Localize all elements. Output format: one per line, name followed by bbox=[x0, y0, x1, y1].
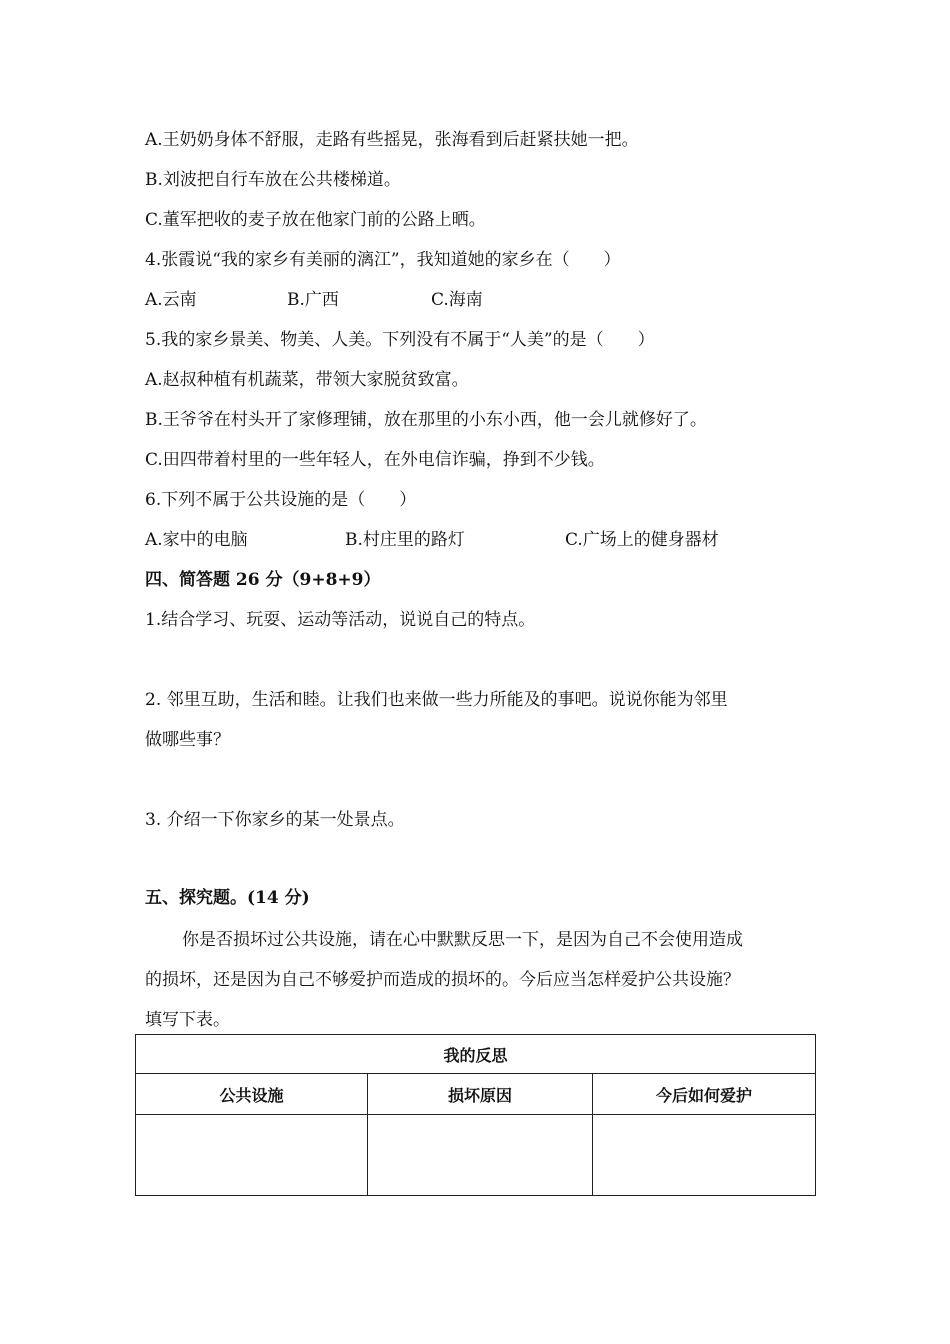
section5-heading: 五、探究题。(14 分) bbox=[145, 888, 310, 908]
section5-para-line3: 填写下表。 bbox=[145, 1010, 230, 1030]
q4-option-c: C.海南 bbox=[431, 290, 483, 310]
q6-option-b: B.村庄里的路灯 bbox=[345, 530, 465, 550]
section4-q3: 3. 介绍一下你家乡的某一处景点。 bbox=[145, 810, 405, 830]
q6-option-c: C.广场上的健身器材 bbox=[565, 530, 719, 550]
q5-option-a: A.赵叔种植有机蔬菜，带领大家脱贫致富。 bbox=[145, 370, 469, 390]
section5-para-line1: 你是否损坏过公共设施，请在心中默默反思一下，是因为自己不会使用造成 bbox=[182, 930, 743, 950]
reflection-table bbox=[135, 1034, 816, 1196]
section4-heading: 四、简答题 26 分（9+8+9） bbox=[145, 570, 381, 590]
table-cell-care[interactable] bbox=[593, 1115, 816, 1196]
section4-q2-line2: 做哪些事？ bbox=[145, 730, 230, 750]
q3-option-b: B.刘波把自行车放在公共楼梯道。 bbox=[145, 170, 401, 190]
table-cell-facility[interactable] bbox=[136, 1115, 368, 1196]
q5-option-b: B.王爷爷在村头开了家修理铺，放在那里的小东小西，他一会儿就修好了。 bbox=[145, 410, 707, 430]
section4-q1: 1.结合学习、玩耍、运动等活动，说说自己的特点。 bbox=[145, 610, 536, 630]
q4-question: 4.张霞说“我的家乡有美丽的漓江”，我知道她的家乡在（ ） bbox=[145, 250, 621, 270]
table-header-care: 今后如何爱护 bbox=[593, 1074, 816, 1115]
q6-option-a: A.家中的电脑 bbox=[145, 530, 248, 550]
table-header-reason: 损坏原因 bbox=[368, 1074, 593, 1115]
q3-option-a: A.王奶奶身体不舒服，走路有些摇晃，张海看到后赶紧扶她一把。 bbox=[145, 130, 639, 150]
q3-option-c: C.董军把收的麦子放在他家门前的公路上晒。 bbox=[145, 210, 486, 230]
q6-question: 6.下列不属于公共设施的是（ ） bbox=[145, 490, 417, 510]
table-header-facility: 公共设施 bbox=[136, 1074, 368, 1115]
q5-question: 5.我的家乡景美、物美、人美。下列没有不属于“人美”的是（ ） bbox=[145, 330, 655, 350]
section4-q2-line1: 2. 邻里互助，生活和睦。让我们也来做一些力所能及的事吧。说说你能为邻里 bbox=[145, 690, 728, 710]
table-cell-reason[interactable] bbox=[368, 1115, 593, 1196]
q4-option-b: B.广西 bbox=[287, 290, 339, 310]
table-title: 我的反思 bbox=[136, 1035, 816, 1074]
table-row bbox=[136, 1115, 816, 1196]
section5-para-line2: 的损坏，还是因为自己不够爱护而造成的损坏的。今后应当怎样爱护公共设施？ bbox=[145, 970, 740, 990]
q4-option-a: A.云南 bbox=[145, 290, 197, 310]
q5-option-c: C.田四带着村里的一些年轻人，在外电信诈骗，挣到不少钱。 bbox=[145, 450, 605, 470]
